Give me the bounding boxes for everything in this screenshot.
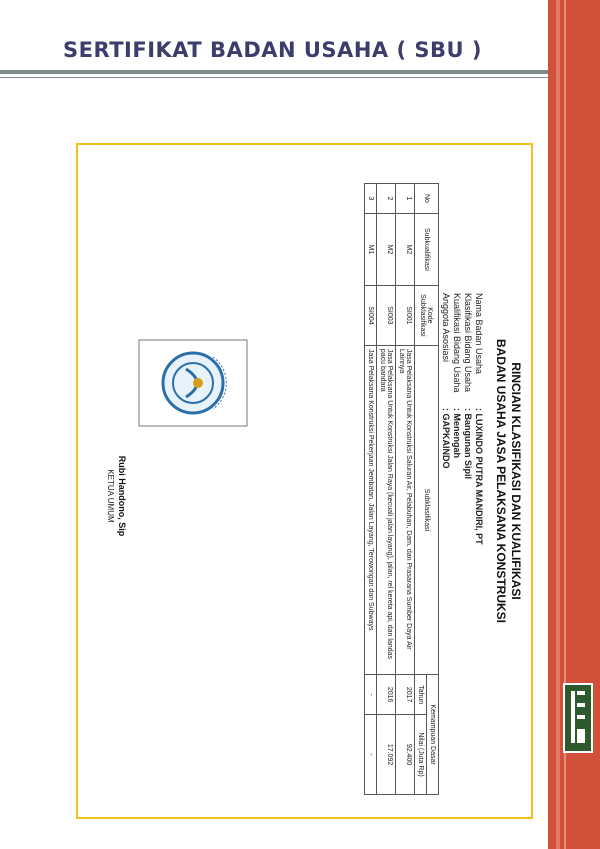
header-nilai: Nilai (Juta Rp) [415, 715, 427, 795]
header-divider-thin [0, 77, 548, 78]
header-kemampuan-dasar: Kemampuan Dasar [427, 675, 439, 795]
subklasifikasi-table [364, 183, 439, 795]
header-tahun: Tahun [415, 675, 427, 715]
association-stamp-icon [138, 339, 248, 427]
info-label: Klasifikasi Bidang Usaha [463, 293, 473, 393]
info-label: Kualifikasi Bidang Usaha [452, 293, 462, 393]
cell-kode: SI004 [365, 285, 377, 345]
company-logo-icon [563, 683, 593, 753]
cell-kode: SI001 [396, 285, 415, 345]
cell-nilai: - [365, 715, 377, 795]
cell-subklasifikasi: Jasa Pelaksana Untuk Konstruksi Jalan Raya (kecuali jalan layang), jalan, rel kereta api, dan landas pacu bandara [377, 345, 396, 674]
info-value: : Bangunan Sipil [463, 408, 473, 479]
table-header-row [427, 184, 439, 795]
cell-no: 1 [396, 184, 415, 214]
cell-nilai: 17.092 [377, 715, 396, 795]
cell-subklasifikasi: Jasa Pelaksana Untuk Konstruksi Saluran Air, Pelabuhan, Dam, dan Prasarana Sumber Daya Air Lainnya [396, 345, 415, 674]
info-value: : Menengah [452, 408, 462, 459]
cell-no: 3 [365, 184, 377, 214]
signatory-name: Rubi Handono, Sip [117, 455, 127, 537]
table-row [377, 184, 396, 795]
cell-nilai: 92.400 [396, 715, 415, 795]
info-row-klasifikasi [463, 293, 473, 479]
info-value: : GAPKAINDO [441, 408, 451, 469]
header-subkualifikasi: Subkualifikasi [415, 213, 439, 285]
cell-subkualifikasi: M2 [396, 213, 415, 285]
info-value: : LUXINDO PUTRA MANDIRI, PT [474, 408, 484, 545]
cell-tahun: - [365, 675, 377, 715]
cell-subkualifikasi: M1 [365, 213, 377, 285]
document-title-line1: RINCIAN KLASIFIKASI DAN KUALIFIKASI [509, 362, 523, 600]
info-row-asosiasi [441, 293, 451, 469]
info-row-nama [474, 293, 484, 545]
header-subklasifikasi: Subklasifikasi [415, 345, 439, 674]
document-title-line2: BADAN USAHA JASA PELAKSANA KONSTRUKSI [494, 338, 508, 623]
table-row [396, 184, 415, 795]
cell-kode: SI003 [377, 285, 396, 345]
header-no: No [415, 184, 439, 214]
rotated-document-content [76, 143, 533, 819]
cell-tahun: 2017 [396, 675, 415, 715]
cell-subklasifikasi: Jasa Pelaksana Konstruksi Pekerjaan Jembatan, Jalan Layang, Terowongan dan Subways [365, 345, 377, 674]
signatory-role: KETUA UMUM [106, 469, 115, 523]
page-header-title: SERTIFIKAT BADAN USAHA ( SBU ) [63, 38, 482, 62]
cell-tahun: 2016 [377, 675, 396, 715]
cell-subkualifikasi: M2 [377, 213, 396, 285]
table-row [365, 184, 377, 795]
cell-no: 2 [377, 184, 396, 214]
header-divider-thick [0, 70, 548, 74]
info-row-kualifikasi [452, 293, 462, 458]
info-label: Nama Badan Usaha [474, 293, 484, 375]
header-kode: Kode Subklasifikasi [415, 285, 439, 345]
right-decor-stripe [556, 0, 560, 849]
info-label: Anggota Asosiasi [441, 293, 451, 363]
